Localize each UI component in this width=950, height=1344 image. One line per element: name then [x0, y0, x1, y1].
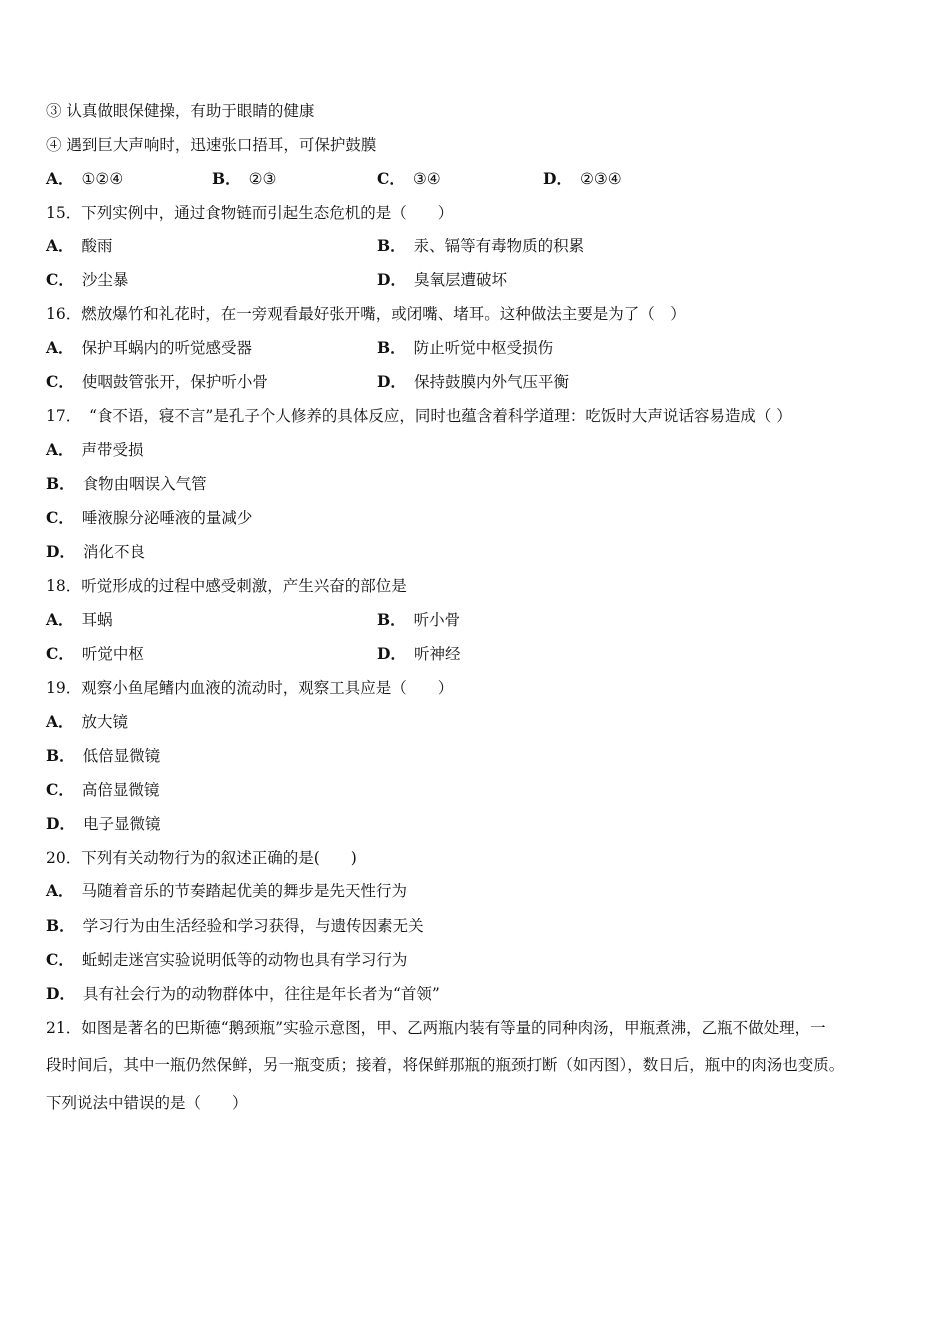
q15-stem: 15．下列实例中，通过食物链而引起生态危机的是（ ） — [46, 204, 454, 222]
q16-option-a[interactable]: A． 保护耳蜗内的听觉感受器 — [46, 338, 253, 357]
q18-option-b[interactable]: B． 听小骨 — [377, 610, 461, 629]
q20-option-b[interactable]: B． 学习行为由生活经验和学习获得，与遗传因素无关 — [46, 916, 424, 935]
q15-option-a[interactable]: A． 酸雨 — [46, 236, 113, 255]
q14-option-a[interactable]: A． ①②④ — [46, 169, 124, 188]
q19-option-b[interactable]: B． 低倍显微镜 — [46, 746, 161, 765]
q17-stem: 17． “食不语，寝不言”是孔子个人修养的具体反应，同时也蕴含着科学道理：吃饭时大声说话容易造成（ ） — [46, 407, 792, 425]
q20-option-c[interactable]: C． 蚯蚓走迷宫实验说明低等的动物也具有学习行为 — [46, 950, 408, 969]
q19-option-a[interactable]: A． 放大镜 — [46, 712, 129, 731]
q17-option-a[interactable]: A． 声带受损 — [46, 440, 144, 459]
q16-option-b[interactable]: B． 防止听觉中枢受损伤 — [377, 338, 554, 357]
q21-stem-line-2: 段时间后，其中一瓶仍然保鲜，另一瓶变质；接着，将保鲜那瓶的瓶颈打断（如丙图），数日后，瓶中的肉汤也变质。 — [46, 1056, 845, 1074]
q15-option-b[interactable]: B． 汞、镉等有毒物质的积累 — [377, 236, 585, 255]
q19-stem: 19．观察小鱼尾鳍内血液的流动时，观察工具应是（ ） — [46, 679, 454, 697]
statement-4: ④ 遇到巨大声响时，迅速张口捂耳，可保护鼓膜 — [46, 136, 377, 154]
q21-stem-line-1: 21．如图是著名的巴斯德“鹅颈瓶”实验示意图，甲、乙两瓶内装有等量的同种肉汤，甲瓶煮沸，乙瓶不做处理，一 — [46, 1019, 826, 1037]
q20-stem: 20．下列有关动物行为的叙述正确的是( ) — [46, 849, 357, 867]
q18-option-c[interactable]: C． 听觉中枢 — [46, 644, 144, 663]
q17-option-b[interactable]: B． 食物由咽误入气管 — [46, 474, 207, 493]
q16-option-d[interactable]: D． 保持鼓膜内外气压平衡 — [377, 372, 569, 391]
q21-stem-line-3: 下列说法中错误的是（ ） — [46, 1094, 248, 1112]
q17-option-c[interactable]: C． 唾液腺分泌唾液的量减少 — [46, 508, 253, 527]
q20-option-d[interactable]: D． 具有社会行为的动物群体中，往往是年长者为“首领” — [46, 984, 440, 1003]
q19-option-c[interactable]: C． 高倍显微镜 — [46, 780, 160, 799]
q14-option-d[interactable]: D． ②③④ — [543, 169, 622, 188]
q20-option-a[interactable]: A． 马随着音乐的节奏踏起优美的舞步是先天性行为 — [46, 881, 408, 900]
q14-option-c[interactable]: C． ③④ — [377, 169, 441, 188]
q18-option-a[interactable]: A． 耳蜗 — [46, 610, 113, 629]
q19-option-d[interactable]: D． 电子显微镜 — [46, 814, 161, 833]
q14-option-b[interactable]: B． ②③ — [212, 169, 277, 188]
q18-option-d[interactable]: D． 听神经 — [377, 644, 461, 663]
q16-stem: 16．燃放爆竹和礼花时，在一旁观看最好张开嘴，或闭嘴、堵耳。这种做法主要是为了（ ） — [46, 305, 686, 323]
q18-stem: 18．听觉形成的过程中感受刺激，产生兴奋的部位是 — [46, 577, 407, 595]
q15-option-d[interactable]: D． 臭氧层遭破坏 — [377, 270, 507, 289]
q15-option-c[interactable]: C． 沙尘暴 — [46, 270, 129, 289]
statement-3: ③ 认真做眼保健操，有助于眼睛的健康 — [46, 102, 315, 120]
q16-option-c[interactable]: C． 使咽鼓管张开，保护听小骨 — [46, 372, 268, 391]
q17-option-d[interactable]: D． 消化不良 — [46, 542, 145, 561]
